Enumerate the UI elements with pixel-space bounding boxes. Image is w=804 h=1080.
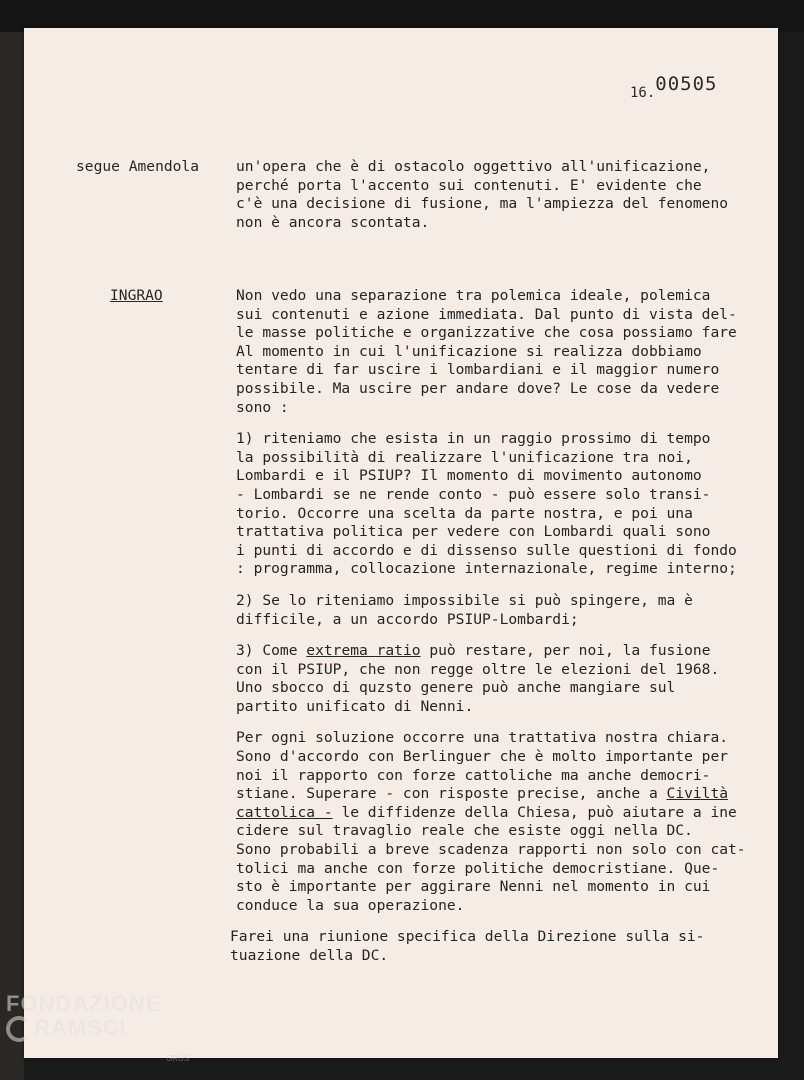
text-line: difficile, a un accordo PSIUP-Lombardi; — [236, 610, 579, 628]
text-line: le masse politiche e organizzative che cosa possiamo fare — [236, 324, 737, 342]
text-line: Lombardi e il PSIUP? Il momento di movimento autonomo — [236, 467, 702, 485]
text-line: Uno sbocco di quzsto genere può anche mangiare sul — [236, 679, 676, 697]
text-line: noi il rapporto con forze cattoliche ma anche democri- — [236, 766, 711, 784]
text-line: c'è una decisione di fusione, ma l'ampiezza del fenomeno — [236, 195, 729, 213]
text-line: cidere sul travaglio reale che esiste oggi nella DC. — [236, 822, 693, 840]
underlined-text: Civiltà — [666, 785, 729, 803]
text-line: tuazione della DC. — [230, 947, 389, 964]
amendola-text — [236, 158, 776, 245]
page-number-value: 00505 — [655, 73, 718, 95]
speaker-amendola: segue Amendola — [76, 158, 200, 175]
page-number-prefix: 16. — [630, 85, 656, 101]
text-line: i punti di accordo e di dissenso sulle questioni di fondo — [236, 541, 737, 559]
text-line: perché porta l'accento sui contenuti. E' evidente che — [236, 176, 702, 194]
g-logo-icon — [6, 1016, 32, 1042]
text-line: sui contenuti e azione immediata. Dal punto di vista del- — [236, 305, 737, 323]
text-line: trattativa politica per vedere con Lombardi quali sono — [236, 523, 711, 541]
text-line: stiane. Superare - con risposte precise, anche a Civiltà — [236, 785, 729, 803]
paragraph — [236, 592, 776, 629]
text-line: Sono d'accordo con Berlinguer che è molto importante per — [236, 748, 729, 766]
ingrao-text — [230, 287, 776, 979]
text-line: 2) Se lo riteniamo impossibile si può spingere, ma è — [236, 591, 693, 609]
text-line: 1) riteniamo che esista in un raggio prossimo di tempo — [236, 430, 711, 448]
text-line: un'opera che è di ostacolo oggettivo all'unificazione, — [236, 158, 711, 175]
text-line: torio. Occorre una scelta da parte nostra, e poi una — [236, 504, 693, 522]
text-line: sono : — [236, 398, 289, 416]
paragraph — [236, 642, 776, 716]
text-line: Farei una riunione specifica della Direzione sulla si- — [230, 928, 705, 946]
fondazione-gramsci-watermark — [6, 992, 206, 1042]
watermark-sub: GRUS — [166, 1054, 190, 1063]
page-number — [630, 73, 718, 101]
text-line: tentare di far uscire i lombardiani e il maggior numero — [236, 361, 720, 379]
underlined-text: extrema ratio — [306, 642, 421, 660]
paragraph — [236, 729, 776, 915]
speaker-ingrao: INGRAO — [110, 287, 163, 304]
text-line: non è ancora scontata. — [236, 213, 430, 231]
document-page — [24, 28, 778, 1058]
text-line: Sono probabili a breve scadenza rapporti non solo con cat- — [236, 841, 746, 859]
paragraph — [236, 287, 776, 417]
underlined-text: cattolica - — [236, 803, 333, 821]
watermark-line-2: RAMSCI — [34, 1015, 127, 1040]
text-line: tolici ma anche con forze politiche democristiane. Que- — [236, 859, 720, 877]
text-line: Al momento in cui l'unificazione si realizza dobbiamo — [236, 342, 702, 360]
text-line: Non vedo una separazione tra polemica ideale, polemica — [236, 287, 711, 304]
text-line: con il PSIUP, che non regge oltre le elezioni del 1968. — [236, 660, 720, 678]
paragraph — [236, 430, 776, 579]
scan-left-border — [0, 32, 24, 1080]
text-line: la possibilità di realizzare l'unificazione tra noi, — [236, 448, 693, 466]
text-line: : programma, collocazione internazionale, regime interno; — [236, 560, 737, 578]
text-line: Per ogni soluzione occorre una trattativa nostra chiara. — [236, 729, 729, 747]
text-line: - Lombardi se ne rende conto - può essere solo transi- — [236, 485, 711, 503]
text-line: partito unificato di Nenni. — [236, 697, 474, 715]
watermark-line-1: FONDAZIONE — [6, 991, 162, 1016]
text-line: conduce la sua operazione. — [236, 896, 465, 914]
text-line: possibile. Ma uscire per andare dove? Le cose da vedere — [236, 379, 720, 397]
text-line: 3) Come extrema ratio può restare, per noi, la fusione — [236, 642, 711, 660]
text-line: sto è importante per aggirare Nenni nel momento in cui — [236, 878, 711, 896]
paragraph — [236, 158, 776, 232]
text-line: cattolica - le diffidenze della Chiesa, può aiutare a ine — [236, 803, 737, 821]
paragraph — [230, 928, 776, 965]
